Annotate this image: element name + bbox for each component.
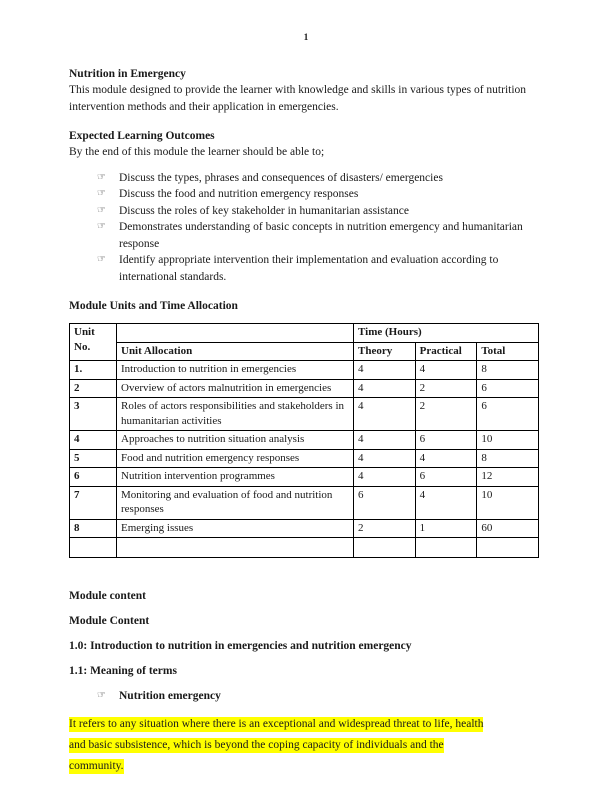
page-content	[69, 66, 541, 777]
module-content-heading-1: Module content	[69, 590, 146, 602]
cell-unit-no: 3	[70, 398, 117, 431]
list-item-label: Discuss the types, phrases and consequences of disasters/ emergencies	[119, 171, 443, 184]
definition-line-text: It refers to any situation where there is an exceptional and widespread threat to life, health	[69, 717, 484, 730]
list-item	[97, 170, 541, 187]
cell-unit-allocation: Emerging issues	[117, 519, 354, 538]
table-row	[70, 449, 539, 468]
table-row	[70, 361, 539, 380]
cell-theory: 4	[354, 398, 416, 431]
cell-unit-allocation: Monitoring and evaluation of food and nutrition responses	[117, 486, 354, 519]
list-item	[97, 252, 541, 285]
module-content-heading-2: Module Content	[69, 615, 150, 627]
cell-total: 8	[477, 361, 539, 380]
list-item	[97, 186, 541, 203]
cell-unit-allocation: Approaches to nutrition situation analysis	[117, 431, 354, 450]
pointing-hand-icon: ☞	[97, 690, 106, 701]
cell-empty	[117, 538, 354, 558]
header-practical: Practical	[415, 342, 477, 361]
definition-line	[69, 735, 541, 756]
cell-theory: 4	[354, 449, 416, 468]
header-time-hours: Time (Hours)	[354, 324, 539, 343]
pointing-hand-icon: ☞	[97, 171, 106, 183]
cell-theory: 4	[354, 468, 416, 487]
header-theory: Theory	[354, 342, 416, 361]
table-title: Module Units and Time Allocation	[69, 300, 238, 312]
list-item	[97, 688, 541, 705]
cell-empty	[477, 538, 539, 558]
cell-unit-allocation: Roles of actors responsibilities and stakeholders in humanitarian activities	[117, 398, 354, 431]
list-item-label: Demonstrates understanding of basic concepts in nutrition emergency and humanitarian response	[119, 221, 523, 250]
learning-outcomes-heading: Expected Learning Outcomes	[69, 130, 215, 142]
term-label: Nutrition emergency	[119, 690, 221, 702]
cell-unit-allocation: Nutrition intervention programmes	[117, 468, 354, 487]
list-item-label: Identify appropriate intervention their implementation and evaluation according to international standards.	[119, 254, 499, 283]
cell-practical: 4	[415, 486, 477, 519]
cell-total: 10	[477, 486, 539, 519]
cell-theory: 6	[354, 486, 416, 519]
module-units-table	[69, 323, 539, 558]
cell-empty	[415, 538, 477, 558]
table-header-row-2	[70, 342, 539, 361]
header-unit-no: Unit No.	[70, 324, 117, 361]
cell-empty	[354, 538, 416, 558]
pointing-hand-icon: ☞	[97, 254, 106, 265]
cell-practical: 6	[415, 431, 477, 450]
terms-list	[69, 688, 541, 705]
cell-total: 10	[477, 431, 539, 450]
module-title: Nutrition in Emergency	[69, 68, 186, 80]
table-row	[70, 486, 539, 519]
table-row	[70, 431, 539, 450]
cell-practical: 4	[415, 361, 477, 380]
cell-theory: 2	[354, 519, 416, 538]
section-heading-1-0: 1.0: Introduction to nutrition in emergencies and nutrition emergency	[69, 640, 412, 652]
learning-outcomes-lead: By the end of this module the learner should be able to;	[69, 146, 325, 158]
cell-theory: 4	[354, 379, 416, 398]
cell-unit-no: 6	[70, 468, 117, 487]
table-row	[70, 398, 539, 431]
table-row	[70, 519, 539, 538]
cell-unit-no: 7	[70, 486, 117, 519]
cell-total: 6	[477, 379, 539, 398]
definition-line	[69, 714, 541, 735]
cell-unit-allocation: Overview of actors malnutrition in emergencies	[117, 379, 354, 398]
list-item-label: Discuss the roles of key stakeholder in humanitarian assistance	[119, 204, 409, 217]
pointing-hand-icon: ☞	[97, 204, 106, 216]
cell-practical: 6	[415, 468, 477, 487]
cell-unit-allocation: Food and nutrition emergency responses	[117, 449, 354, 468]
cell-unit-no: 2	[70, 379, 117, 398]
cell-unit-allocation: Introduction to nutrition in emergencies	[117, 361, 354, 380]
cell-practical: 1	[415, 519, 477, 538]
list-item	[97, 203, 541, 220]
cell-theory: 4	[354, 361, 416, 380]
table-row	[70, 379, 539, 398]
cell-practical: 2	[415, 379, 477, 398]
definition-line-text: and basic subsistence, which is beyond the coping capacity of individuals and the	[69, 738, 444, 751]
pointing-hand-icon: ☞	[97, 188, 106, 199]
cell-unit-no: 5	[70, 449, 117, 468]
cell-practical: 4	[415, 449, 477, 468]
cell-practical: 2	[415, 398, 477, 431]
cell-empty	[70, 538, 117, 558]
cell-total: 60	[477, 519, 539, 538]
module-intro-paragraph: This module designed to provide the learner with knowledge and skills in various types of nutrition intervention methods and their application in emergencies.	[69, 84, 527, 113]
cell-total: 8	[477, 449, 539, 468]
learning-outcomes-list	[69, 170, 541, 286]
header-spacer-cell	[117, 324, 354, 343]
header-total: Total	[477, 342, 539, 361]
list-item-label: Discuss the food and nutrition emergency responses	[119, 188, 359, 200]
table-header-row-1	[70, 324, 539, 343]
definition-line	[69, 756, 541, 777]
cell-total: 12	[477, 468, 539, 487]
cell-unit-no: 1.	[70, 361, 117, 380]
pointing-hand-icon: ☞	[97, 221, 106, 232]
definition-highlighted-text	[69, 714, 541, 777]
table-row	[70, 468, 539, 487]
cell-theory: 4	[354, 431, 416, 450]
cell-unit-no: 4	[70, 431, 117, 450]
cell-total: 6	[477, 398, 539, 431]
definition-line-text: community.	[69, 759, 124, 772]
page-number: 1	[303, 33, 309, 43]
section-heading-1-1: 1.1: Meaning of terms	[69, 665, 177, 677]
header-unit-allocation: Unit Allocation	[117, 342, 354, 361]
cell-unit-no: 8	[70, 519, 117, 538]
table-row-empty	[70, 538, 539, 558]
list-item	[97, 219, 541, 252]
